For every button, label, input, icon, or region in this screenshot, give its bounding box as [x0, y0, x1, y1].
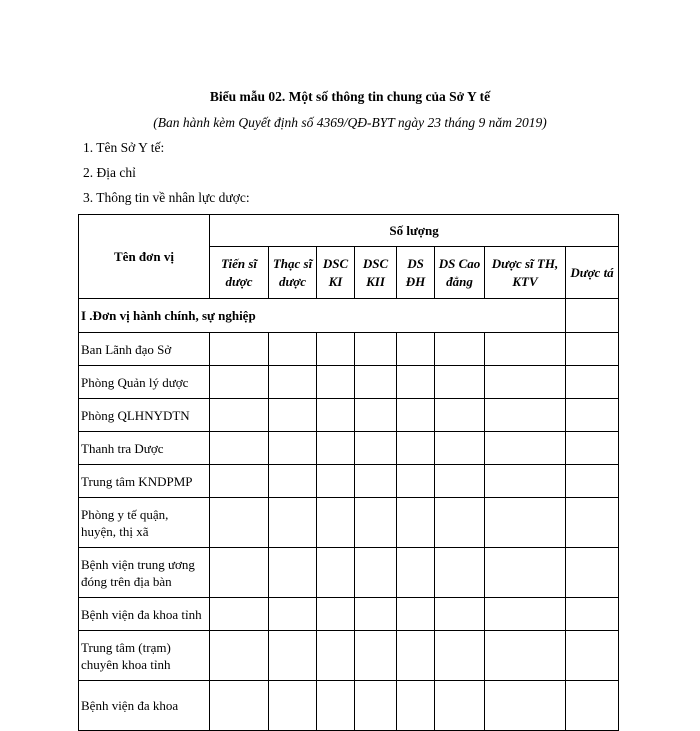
- table-cell: [269, 681, 317, 731]
- column-header: [435, 247, 485, 299]
- quantity-group-header: Số lượng: [210, 215, 619, 247]
- staff-table: [78, 214, 619, 731]
- table-cell: [435, 498, 485, 548]
- unit-column-header: Tên đơn vị: [79, 215, 210, 299]
- table-cell: [485, 498, 566, 548]
- table-row: [79, 333, 619, 366]
- unit-name-line: Phòng QLHNYDTN: [81, 407, 190, 423]
- table-cell: [566, 465, 619, 498]
- section-label: I .Đơn vị hành chính, sự nghiệp: [79, 299, 566, 333]
- table-cell: [317, 465, 355, 498]
- table-cell: [435, 598, 485, 631]
- table-cell: [397, 498, 435, 548]
- table-cell: [397, 631, 435, 681]
- column-header-line: Tiến sĩ: [221, 255, 257, 271]
- staff-table-container: [78, 214, 700, 713]
- column-header-line: Dược sĩ TH,: [491, 255, 559, 271]
- table-cell: [317, 681, 355, 731]
- table-cell: [566, 498, 619, 548]
- table-cell: [210, 498, 269, 548]
- table-cell: [210, 631, 269, 681]
- table-cell: [566, 333, 619, 366]
- table-cell: [355, 681, 397, 731]
- table-cell: [435, 399, 485, 432]
- table-header-row: [79, 215, 619, 247]
- table-cell: [317, 598, 355, 631]
- table-cell: [485, 465, 566, 498]
- table-cell: [566, 598, 619, 631]
- table-cell: [210, 333, 269, 366]
- unit-name-cell: [79, 399, 210, 432]
- unit-name-line: Phòng y tế quận,: [81, 506, 169, 522]
- table-cell: [435, 548, 485, 598]
- column-header-line: đẳng: [446, 273, 473, 289]
- unit-name-line: chuyên khoa tỉnh: [81, 656, 171, 672]
- column-header-line: KI: [328, 273, 343, 289]
- table-cell: [355, 548, 397, 598]
- table-cell: [485, 681, 566, 731]
- table-cell: [435, 465, 485, 498]
- table-row: [79, 548, 619, 598]
- unit-name-cell: [79, 465, 210, 498]
- table-body: [79, 299, 619, 731]
- unit-name-cell: [79, 598, 210, 631]
- unit-name-line: Trung tâm (trạm): [81, 639, 171, 655]
- table-cell: [485, 432, 566, 465]
- table-cell: [355, 465, 397, 498]
- column-header: [269, 247, 317, 299]
- table-cell: [355, 366, 397, 399]
- table-cell: [269, 366, 317, 399]
- table-cell: [397, 399, 435, 432]
- table-cell: [566, 432, 619, 465]
- table-cell: [435, 432, 485, 465]
- unit-name-line: Bệnh viện trung ương: [81, 556, 195, 572]
- table-cell: [355, 399, 397, 432]
- unit-name-line: Trung tâm KNDPMP: [81, 473, 193, 489]
- table-cell: [485, 333, 566, 366]
- table-cell: [317, 498, 355, 548]
- table-cell: [355, 432, 397, 465]
- column-header-line: ĐH: [405, 273, 426, 289]
- table-cell: [485, 366, 566, 399]
- table-cell: [317, 366, 355, 399]
- column-header: [317, 247, 355, 299]
- table-cell: [397, 465, 435, 498]
- info-line-name: 1. Tên Sở Y tế:: [83, 140, 165, 155]
- unit-name-cell: [79, 366, 210, 399]
- column-header-line: Dược tá: [570, 264, 614, 280]
- table-cell: [269, 548, 317, 598]
- table-cell: [269, 498, 317, 548]
- table-cell: [566, 299, 619, 333]
- column-header: [566, 247, 619, 299]
- unit-name-cell: [79, 333, 210, 366]
- table-cell: [397, 598, 435, 631]
- unit-name-cell: [79, 681, 210, 731]
- table-row: [79, 681, 619, 731]
- table-row: [79, 598, 619, 631]
- table-cell: [397, 432, 435, 465]
- document-subtitle: (Ban hành kèm Quyết định số 4369/QĐ-BYT ngày 23 tháng 9 năm 2019): [153, 115, 547, 130]
- table-cell: [566, 366, 619, 399]
- table-cell: [485, 548, 566, 598]
- unit-name-cell: [79, 548, 210, 598]
- column-header-line: KII: [366, 273, 385, 289]
- column-header: [397, 247, 435, 299]
- unit-name-cell: [79, 498, 210, 548]
- column-header-line: DSC: [362, 255, 389, 271]
- column-header: [210, 247, 269, 299]
- column-header-line: dược: [225, 273, 253, 289]
- table-cell: [435, 681, 485, 731]
- table-cell: [269, 465, 317, 498]
- table-cell: [210, 399, 269, 432]
- table-cell: [210, 598, 269, 631]
- unit-name-line: huyện, thị xã: [81, 523, 149, 539]
- unit-name-line: Bệnh viện đa khoa: [81, 698, 179, 713]
- table-row: [79, 366, 619, 399]
- column-header-line: DS Cao: [438, 255, 481, 271]
- table-cell: [435, 366, 485, 399]
- unit-name-cell: [79, 631, 210, 681]
- info-line-staff: 3. Thông tin về nhân lực dược:: [83, 190, 250, 205]
- table-cell: [269, 432, 317, 465]
- table-cell: [269, 631, 317, 681]
- table-row: [79, 399, 619, 432]
- column-header-line: Thạc sĩ: [272, 255, 313, 271]
- table-cell: [397, 333, 435, 366]
- table-cell: [317, 333, 355, 366]
- table-cell: [355, 598, 397, 631]
- table-row: [79, 465, 619, 498]
- table-cell: [566, 631, 619, 681]
- table-row: [79, 631, 619, 681]
- column-header-line: DSC: [322, 255, 349, 271]
- table-cell: [210, 432, 269, 465]
- table-cell: [397, 366, 435, 399]
- table-cell: [317, 399, 355, 432]
- table-cell: [355, 333, 397, 366]
- column-header: [355, 247, 397, 299]
- table-cell: [269, 333, 317, 366]
- column-header: [485, 247, 566, 299]
- table-cell: [397, 548, 435, 598]
- document-title: Biểu mẫu 02. Một số thông tin chung của Sở Y tế: [209, 89, 491, 104]
- info-line-address: 2. Địa chỉ: [83, 165, 136, 180]
- column-header-line: dược: [278, 273, 307, 289]
- table-cell: [210, 366, 269, 399]
- table-row: [79, 432, 619, 465]
- unit-name-line: Bệnh viện đa khoa tỉnh: [81, 606, 202, 622]
- table-cell: [355, 498, 397, 548]
- table-cell: [269, 399, 317, 432]
- unit-name-line: đóng trên địa bàn: [81, 573, 172, 589]
- unit-name-line: Ban Lãnh đạo Sở: [81, 341, 172, 357]
- table-cell: [210, 548, 269, 598]
- table-cell: [210, 681, 269, 731]
- table-cell: [210, 465, 269, 498]
- table-cell: [485, 631, 566, 681]
- table-row: [79, 498, 619, 548]
- table-cell: [397, 681, 435, 731]
- section-row: [79, 299, 619, 333]
- unit-name-cell: [79, 432, 210, 465]
- table-cell: [566, 548, 619, 598]
- column-header-line: DS: [407, 255, 424, 271]
- table-cell: [317, 432, 355, 465]
- table-cell: [566, 399, 619, 432]
- table-cell: [269, 598, 317, 631]
- table-cell: [435, 631, 485, 681]
- table-cell: [317, 548, 355, 598]
- unit-name-line: Thanh tra Dược: [81, 440, 164, 456]
- table-cell: [317, 631, 355, 681]
- table-cell: [485, 598, 566, 631]
- table-cell: [435, 333, 485, 366]
- table-cell: [485, 399, 566, 432]
- unit-name-line: Phòng Quản lý dược: [81, 374, 189, 390]
- table-cell: [355, 631, 397, 681]
- table-cell: [566, 681, 619, 731]
- column-header-line: KTV: [512, 273, 538, 289]
